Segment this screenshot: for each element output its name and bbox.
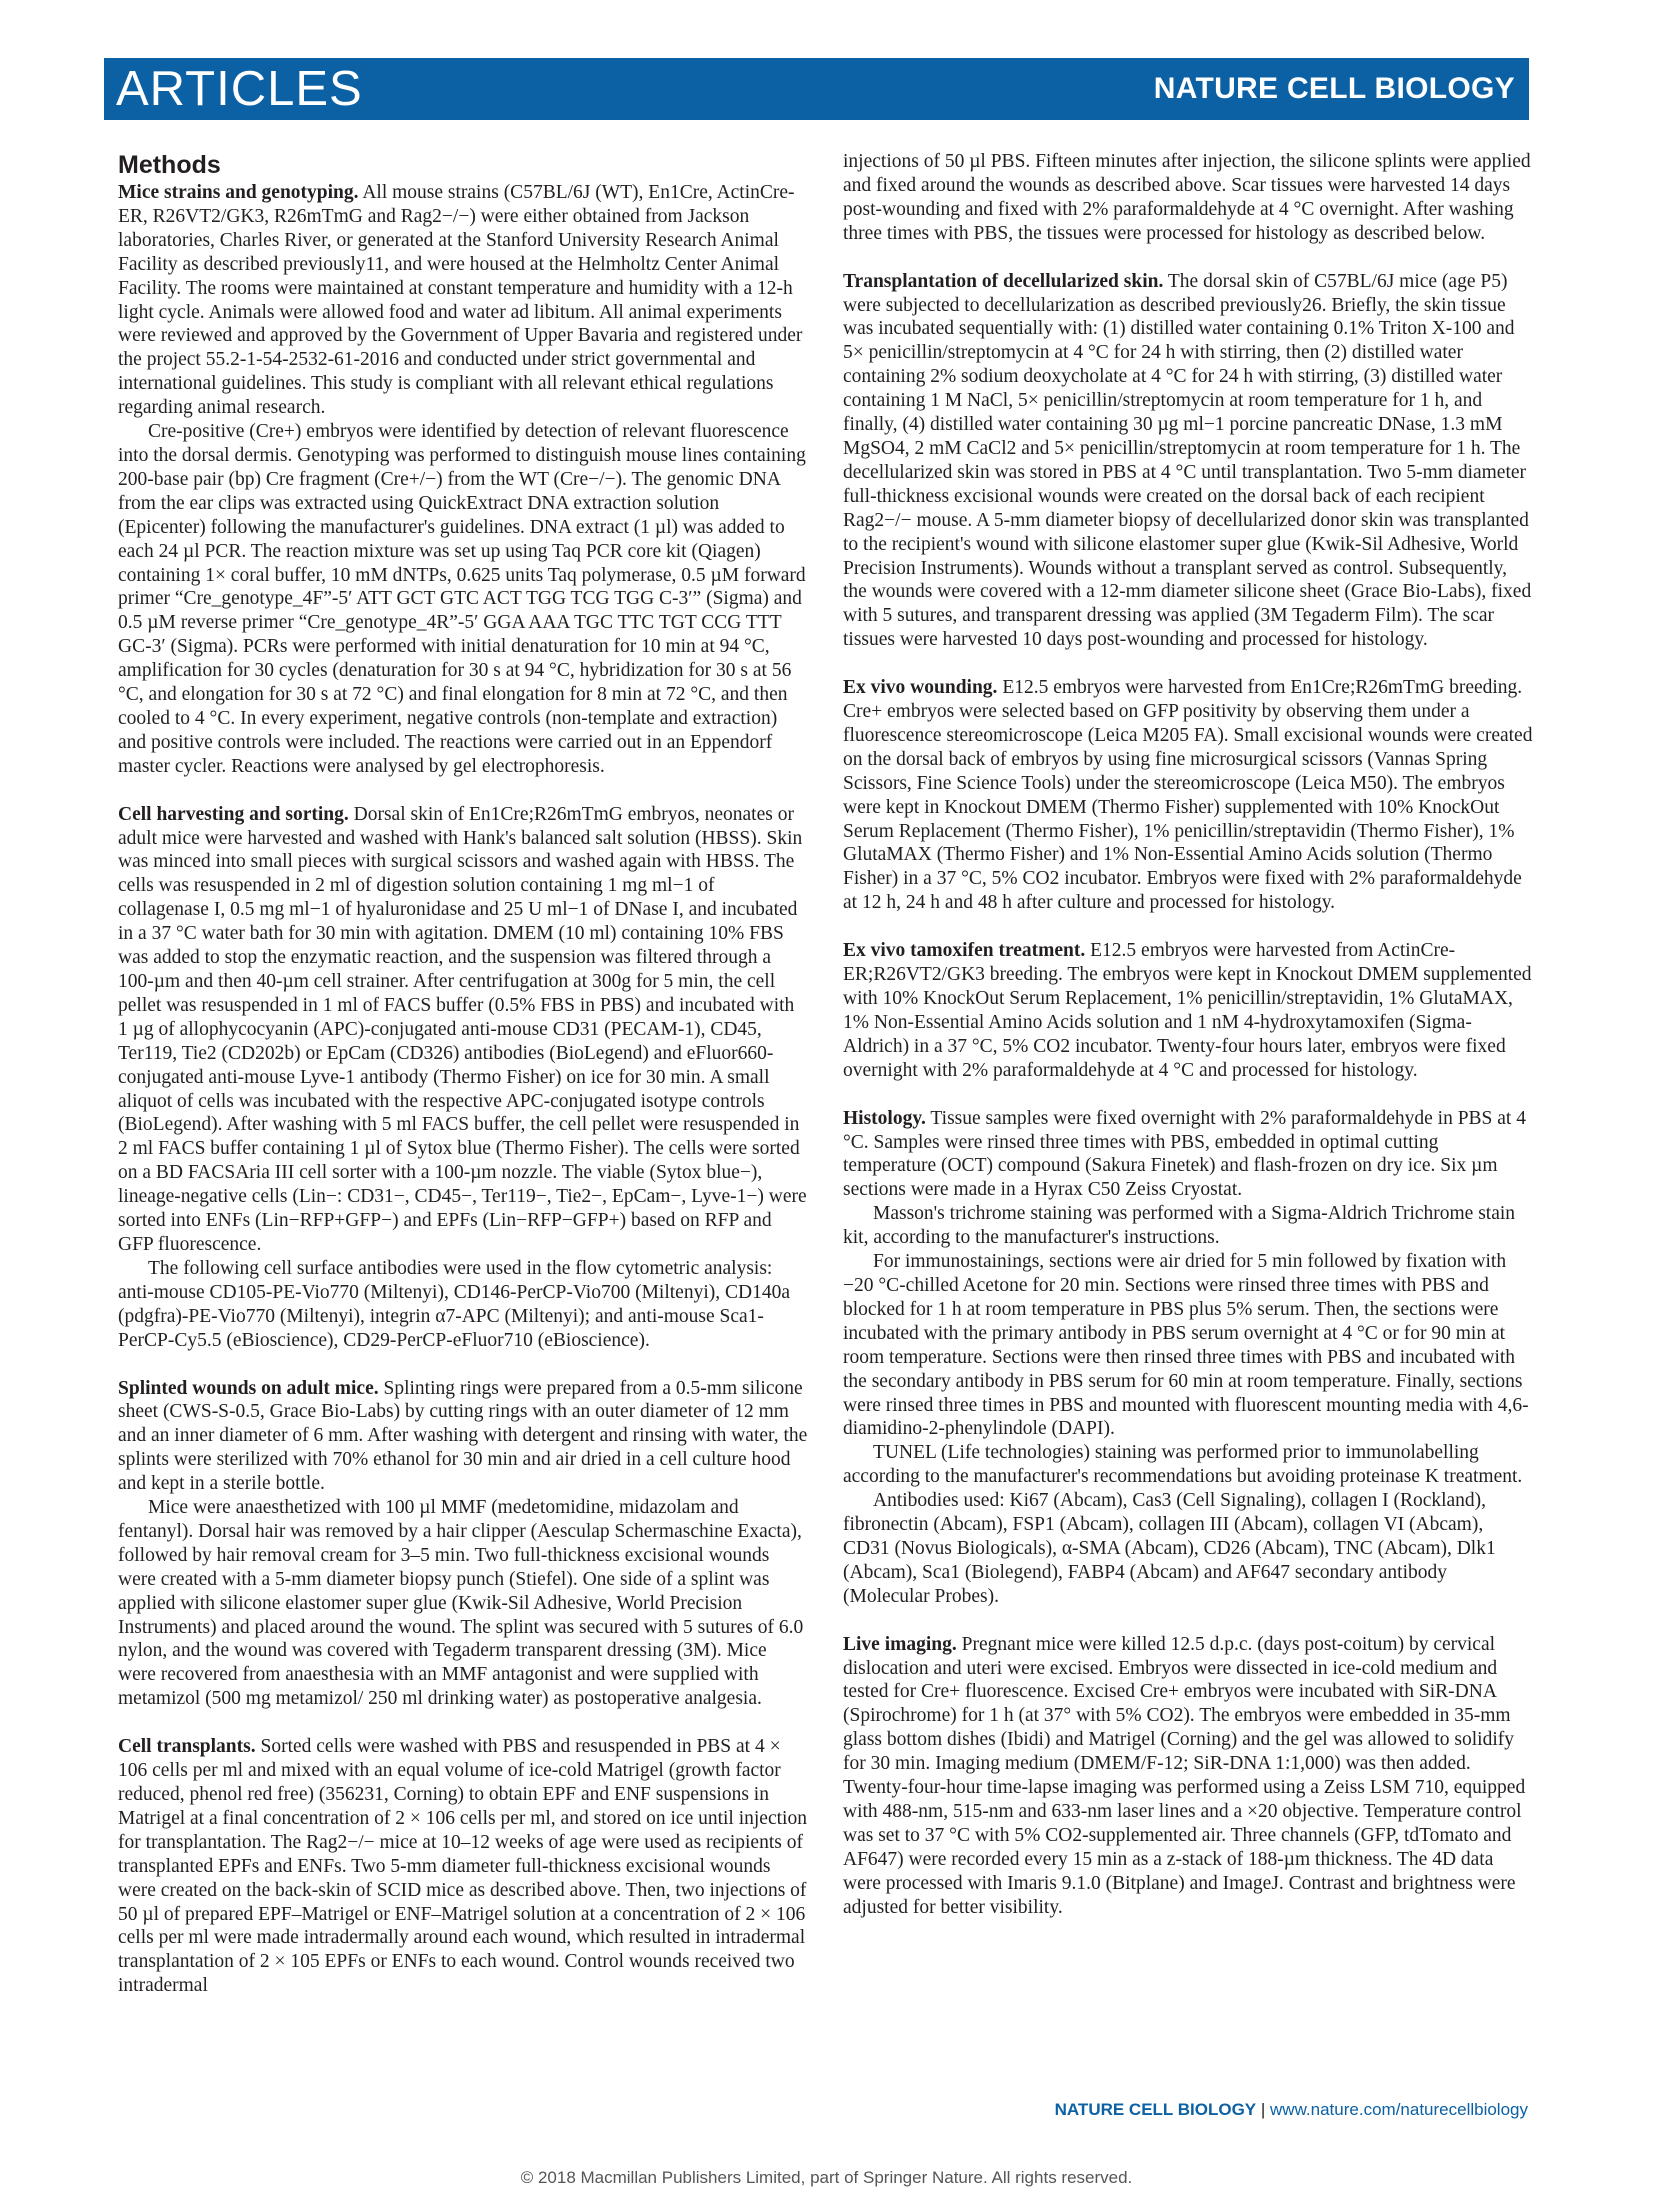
paragraph xyxy=(843,676,1533,915)
paragraph xyxy=(843,1202,1533,1250)
section-heading: Cell harvesting and sorting. xyxy=(118,803,349,825)
section-heading: Live imaging. xyxy=(843,1633,957,1655)
paragraph xyxy=(843,1489,1533,1609)
paragraph xyxy=(843,1107,1533,1203)
header-banner xyxy=(104,58,1529,120)
paragraph-text: E12.5 embryos were harvested from En1Cre;R26mTmG breeding. Cre+ embryos were selected based on GFP positivity by observing them under a fluorescence stereomicroscope (Leica M205 FA). Small excisional wounds were created on the dorsal back of embryos by using fine microsurgical scissors (Vannas Spring Scissors, Fine Science Tools) under the stereomicroscope (Leica M50). The embryos were kept in Knockout DMEM (Thermo Fisher) supplemented with 10% KnockOut Serum Replacement (Thermo Fisher), 1% penicillin/streptavidin (Thermo Fisher), 1% GlutaMAX (Thermo Fisher) and 1% Non-Essential Amino Acids solution (Thermo Fisher) in a 37 °C, 5% CO2 incubator. Embryos were fixed with 2% paraformaldehyde at 12 h, 24 h and 48 h after culture and processed for histology. xyxy=(843,677,1533,914)
paragraph-text: Pregnant mice were killed 12.5 d.p.c. (days post-coitum) by cervical dislocation and uteri were excised. Embryos were dissected in ice-cold medium and tested for Cre+ fluorescence. Excised Cre+ embryos were incubated with SiR-DNA (Spirochrome) for 1 h (at 37° with 5% CO2). The embryos were embedded in 35-mm glass bottom dishes (Ibidi) and Matrigel (Corning) and the gel was allowed to solidify for 30 min. Imaging medium (DMEM/F-12; SiR-DNA 1:1,000) was then added. Twenty-four-hour time-lapse imaging was performed using a Zeiss LSM 710, equipped with 488-nm, 515-nm and 633-nm laser lines and a ×20 objective. Temperature control was set to 37 °C with 5% CO2-supplemented air. Three channels (GFP, tdTomato and AF647) were recorded every 15 min as a z-stack of 188-µm thickness. The 4D data were processed with Imaris 9.1.0 (Bitplane) and ImageJ. Contrast and brightness were adjusted for better visibility. xyxy=(843,1633,1526,1918)
section-heading: Histology. xyxy=(843,1107,926,1129)
paragraph-text: For immunostainings, sections were air dried for 5 min followed by fixation with −20 °C-chilled Acetone for 20 min. Sections were rinsed three times with PBS and blocked for 1 h at room temperature in PBS plus 5% serum. Then, the sections were incubated with the primary antibody in PBS serum overnight at 4 °C or for 90 min at room temperature. Sections were then rinsed three times with PBS and incubated with the secondary antibody in PBS serum for 60 min at room temperature. Finally, sections were rinsed three times in PBS and mounted with fluorescent mounting media with 4,6-diamidino-2-phenylindole (DAPI). xyxy=(843,1251,1529,1440)
paragraph-text: The dorsal skin of C57BL/6J mice (age P5) were subjected to decellularization as described previously26. Briefly, the skin tissue was incubated sequentially with: (1) distilled water containing 0.1% Triton X-100 and 5× penicillin/streptomycin at 4 °C for 24 h with stirring, then (2) distilled water containing 2% sodium deoxycholate at 4 °C for 24 h with stirring, (3) distilled water containing 1 M NaCl, 5× penicillin/streptomycin at room temperature for 1 h, and finally, (4) distilled water containing 30 µg ml−1 porcine pancreatic DNase, 1.3 mM MgSO4, 2 mM CaCl2 and 5× penicillin/streptomycin at room temperature for 1 h. The decellularized skin was stored in PBS at 4 °C until transplantation. Two 5-mm diameter full-thickness excisional wounds were created on the dorsal back of each recipient Rag2−/− mouse. A 5-mm diameter biopsy of decellularized donor skin was transplanted to the recipient's wound with silicone elastomer super glue (Kwik-Sil Adhesive, World Precision Instruments). Wounds without a transplant served as control. Subsequently, the wounds were covered with a 12-mm diameter silicone sheet (Grace Bio-Labs), fixed with 5 sutures, and transparent dressing was applied (3M Tegaderm Film). The scar tissues were harvested 10 days post-wounding and processed for histology. xyxy=(843,270,1532,651)
paragraph xyxy=(118,1257,808,1353)
paragraph-text: Tissue samples were fixed overnight with 2% paraformaldehyde in PBS at 4 °C. Samples were rinsed three times with PBS, embedded in optimal cutting temperature (OCT) compound (Sakura Finetek) and flash-frozen on dry ice. Six µm sections were made in a Hyrax C50 Zeiss Cryostat. xyxy=(843,1107,1526,1201)
paragraph xyxy=(843,939,1533,1082)
left-column xyxy=(118,150,808,1998)
section-heading: Cell transplants. xyxy=(118,1736,256,1758)
paragraph-text: Mice were anaesthetized with 100 µl MMF (medetomidine, midazolam and fentanyl). Dorsal hair was removed by a hair clipper (Aesculap Schermaschine Exacta), followed by hair removal cream for 3–5 min. Two full-thickness excisional wounds were created with a 5-mm diameter biopsy punch (Stiefel). One side of a splint was applied with silicone elastomer super glue (Kwik-Sil Adhesive, World Precision Instruments) and placed around the wound. The splint was secured with 5 sutures of 6.0 nylon, and the wound was covered with Tegaderm transparent dressing (3M). Mice were recovered from anaesthesia with an MMF antagonist and were supplied with metamizol (500 mg metamizol/ 250 ml drinking water) as postoperative analgesia. xyxy=(118,1497,804,1710)
paragraph xyxy=(843,1250,1533,1441)
footer-journal: NATURE CELL BIOLOGY xyxy=(1054,2100,1257,2119)
paragraph-text: Masson's trichrome staining was performed with a Sigma-Aldrich Trichrome stain kit, according to the manufacturer's instructions. xyxy=(843,1203,1516,1249)
right-column xyxy=(843,150,1533,1920)
footer-url-link[interactable]: www.nature.com/naturecellbiology xyxy=(1270,2100,1528,2119)
section-heading: Splinted wounds on adult mice. xyxy=(118,1377,379,1399)
paragraph-text: E12.5 embryos were harvested from ActinCre-ER;R26VT2/GK3 breeding. The embryos were kept in Knockout DMEM supplemented with 10% KnockOut Serum Replacement, 1% penicillin/streptavidin, 1% GlutaMAX, 1% Non-Essential Amino Acids solution and 1 nM 4-hydroxytamoxifen (Sigma-Aldrich) in a 37 °C, 5% CO2 incubator. Twenty-four hours later, embryos were fixed overnight with 2% paraformaldehyde at 4 °C and processed for histology. xyxy=(843,940,1532,1081)
paragraph-text: Dorsal skin of En1Cre;R26mTmG embryos, neonates or adult mice were harvested and washed with Hank's balanced salt solution (HBSS). Skin was minced into small pieces with surgical scissors and washed again with HBSS. The cells was resuspended in 2 ml of digestion solution containing 1 mg ml−1 of collagenase I, 0.5 mg ml−1 of hyaluronidase and 25 U ml−1 of DNase I, and incubated in a 37 °C water bath for 30 min with agitation. DMEM (10 ml) containing 10% FBS was added to stop the enzymatic reaction, and the suspension was filtered through a 100-µm and then 40-µm cell strainer. After centrifugation at 300g for 5 min, the cell pellet was resuspended in 1 ml of FACS buffer (0.5% FBS in PBS) and incubated with 1 µg of allophycocyanin (APC)-conjugated anti-mouse CD31 (PECAM-1), CD45, Ter119, Tie2 (CD202b) or EpCam (CD326) antibodies (BioLegend) and eFluor660-conjugated anti-mouse Lyve-1 antibody (Thermo Fisher) on ice for 30 min. A small aliquot of cells was incubated with the respective APC-conjugated isotype controls (BioLegend). After washing with 5 ml FACS buffer, the cell pellet were resuspended in 2 ml FACS buffer containing 1 µl of Sytox blue (Thermo Fisher). The cells were sorted on a BD FACSAria III cell sorter with a 100-µm nozzle. The viable (Sytox blue−), lineage-negative cells (Lin−: CD31−, CD45−, Ter119−, Tie2−, EpCam−, Lyve-1−) were sorted into ENFs (Lin−RFP+GFP−) and EPFs (Lin−RFP−GFP+) based on RFP and GFP fluorescence. xyxy=(118,803,807,1255)
paragraph-text: All mouse strains (C57BL/6J (WT), En1Cre, ActinCre-ER, R26VT2/GK3, R26mTmG and Rag2−/−) were either obtained from Jackson laboratories, Charles River, or generated at the Stanford University Research Animal Facility as described previously11, and were housed at the Helmholtz Center Animal Facility. The rooms were maintained at constant temperature and humidity with a 12-h light cycle. Animals were allowed food and water ad libitum. All animal experiments were reviewed and approved by the Government of Upper Bavaria and registered under the project 55.2-1-54-2532-61-2016 and conducted under strict governmental and international guidelines. This study is compliant with all relevant ethical regulations regarding animal research. xyxy=(118,182,803,419)
paragraph-text: injections of 50 µl PBS. Fifteen minutes after injection, the silicone splints were applied and fixed around the wounds as described above. Scar tissues were harvested 14 days post-wounding and fixed with 2% paraformaldehyde at 4 °C overnight. After washing three times with PBS, the tissues were processed for histology as described below. xyxy=(843,151,1531,244)
section-heading: Ex vivo tamoxifen treatment. xyxy=(843,940,1086,962)
paragraph xyxy=(843,270,1533,653)
journal-name: NATURE CELL BIOLOGY xyxy=(1153,72,1515,105)
paragraph-text: The following cell surface antibodies were used in the flow cytometric analysis: anti-mouse CD105-PE-Vio770 (Miltenyi), CD146-PerCP-Vio700 (Miltenyi), CD140a (pdgfra)-PE-Vio770 (Miltenyi), integrin α7-APC (Miltenyi); and anti-mouse Sca1-PerCP-Cy5.5 (eBioscience), CD29-PerCP-eFluor710 (eBioscience). xyxy=(118,1257,790,1351)
paragraph xyxy=(118,181,808,420)
copyright-notice: © 2018 Macmillan Publishers Limited, part of Springer Nature. All rights reserved. xyxy=(520,2168,1133,2187)
paragraph xyxy=(118,1377,808,1497)
paragraph xyxy=(118,1496,808,1711)
section-label: ARTICLES xyxy=(116,62,363,116)
page-footer xyxy=(1055,2100,1528,2120)
paragraph-text: TUNEL (Life technologies) staining was performed prior to immunolabelling according to the manufacturer's recommendations but avoiding proteinase K treatment. xyxy=(843,1442,1523,1488)
footer-separator: | xyxy=(1260,2100,1266,2119)
paragraph xyxy=(843,150,1533,246)
paragraph-text: Sorted cells were washed with PBS and resuspended in PBS at 4 × 106 cells per ml and mixed with an equal volume of ice-cold Matrigel (growth factor reduced, phenol red free) (356231, Corning) to obtain EPF and ENF suspensions in Matrigel at a final concentration of 2 × 106 cells per ml, and stored on ice until injection for transplantation. The Rag2−/− mice at 10–12 weeks of age were used as recipients of transplanted EPFs and ENFs. Two 5-mm diameter full-thickness excisional wounds were created on the back-skin of SCID mice as described above. Then, two injections of 50 µl of prepared EPF–Matrigel or ENF–Matrigel solution at a concentration of 2 × 106 cells per ml were made intradermally around each wound, which resulted in intradermal transplantation of 2 × 105 EPFs or ENFs to each wound. Control wounds received two intradermal xyxy=(118,1736,807,1997)
paragraph xyxy=(118,1735,808,1998)
methods-title: Methods xyxy=(118,151,221,179)
paragraph-text: Antibodies used: Ki67 (Abcam), Cas3 (Cell Signaling), collagen I (Rockland), fibronectin (Abcam), FSP1 (Abcam), collagen III (Abcam), collagen VI (Abcam), CD31 (Novus Biologicals), α-SMA (Abcam), CD26 (Abcam), TNC (Abcam), Dlk1 (Abcam), Sca1 (Biolegend), FABP4 (Abcam) and AF647 secondary antibody (Molecular Probes). xyxy=(843,1490,1496,1607)
section-heading: Ex vivo wounding. xyxy=(843,677,998,699)
paragraph xyxy=(843,1633,1533,1920)
paragraph xyxy=(118,420,808,779)
section-heading: Mice strains and genotyping. xyxy=(118,182,359,203)
paragraph-text: Splinting rings were prepared from a 0.5-mm silicone sheet (CWS-S-0.5, Grace Bio-Labs) by cutting rings with an outer diameter of 12 mm and an inner diameter of 6 mm. After washing with detergent and rinsing with water, the splints were sterilized with 70% ethanol for 30 min and air dried in a cell culture hood and kept in a sterile bottle. xyxy=(118,1377,808,1495)
section-heading: Transplantation of decellularized skin. xyxy=(843,270,1164,292)
paragraph xyxy=(843,1441,1533,1489)
paragraph xyxy=(118,803,808,1257)
paragraph-text: Cre-positive (Cre+) embryos were identified by detection of relevant fluorescence into the dorsal dermis. Genotyping was performed to distinguish mouse lines containing 200-base pair (bp) Cre fragment (Cre+/−) from the WT (Cre−/−). The genomic DNA from the ear clips was extracted using QuickExtract DNA extraction solution (Epicenter) following the manufacturer's guidelines. DNA extract (1 µl) was added to each 24 µl PCR. The reaction mixture was set up using Taq PCR core kit (Qiagen) containing 1× coral buffer, 10 mM dNTPs, 0.625 units Taq polymerase, 0.5 µM forward primer “Cre_genotype_4F”-5′ ATT GCT GTC ACT TGG TCG TGG C-3′” (Sigma) and 0.5 µM reverse primer “Cre_genotype_4R”-5′ GGA AAA TGC TTC TGT CCG TTT GC-3′ (Sigma). PCRs were performed with initial denaturation for 10 min at 94 °C, amplification for 30 cycles (denaturation for 30 s at 94 °C, hybridization for 30 s at 56 °C, and elongation for 30 s at 72 °C) and final elongation for 8 min at 72 °C, and then cooled to 4 °C. In every experiment, negative controls (non-template and extraction) and positive controls were included. The reactions were carried out in an Eppendorf master cycler. Reactions were analysed by gel electrophoresis. xyxy=(118,421,806,777)
